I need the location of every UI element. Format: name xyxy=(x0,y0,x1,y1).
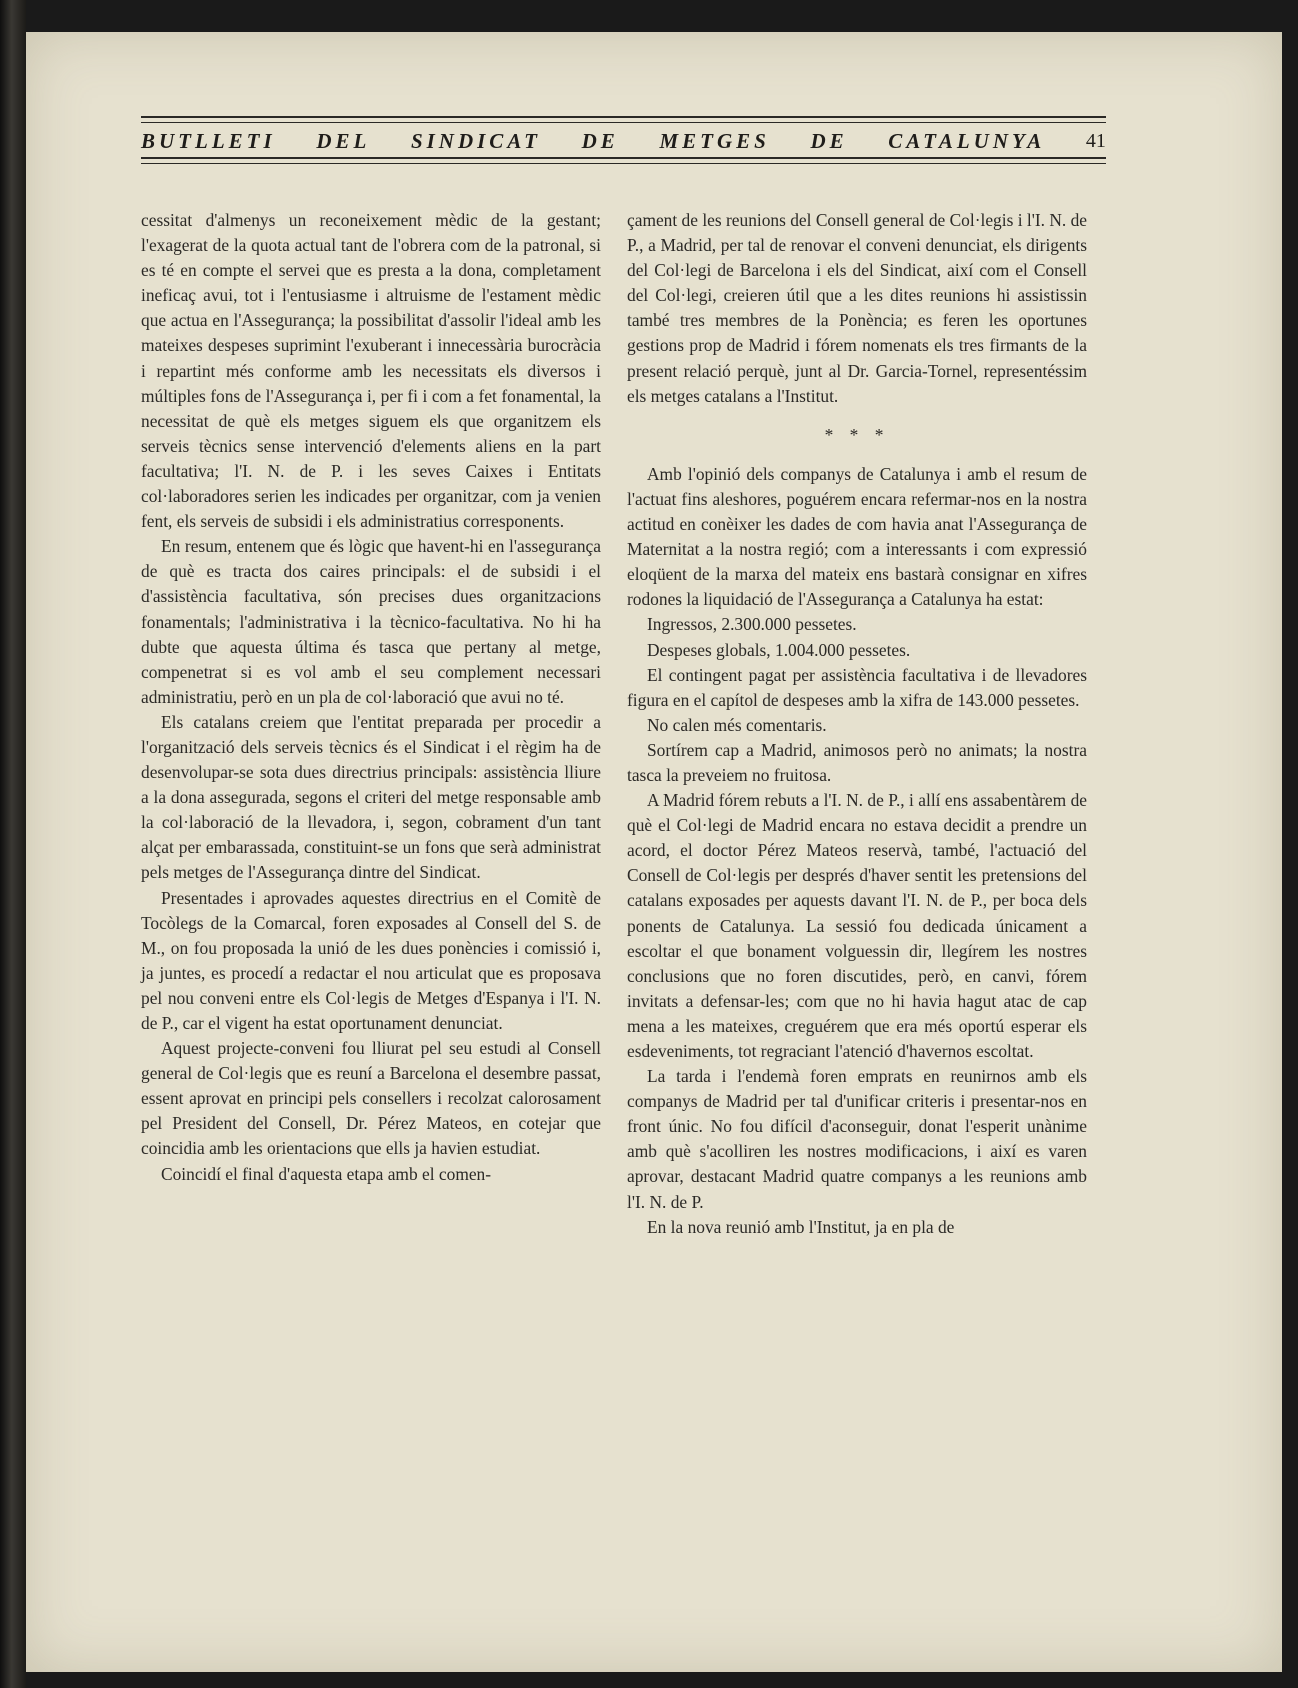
book-binding xyxy=(0,0,26,1688)
left-column xyxy=(141,208,601,1187)
paragraph: En resum, entenem que és lògic que havent-hi en l'assegurança de què es tracta dos caires principals: el de subsidi i el d'assistència facultativa, són precises dues organitzacions fonamentals; l'administrativa i la tècnico-facultativa. No hi ha dubte que aquesta última és tasca que pertany al metge, compenetrat si es vol amb el seu complement necessari administratiu, però en un pla de col·laboració que avui no té. xyxy=(141,536,601,707)
header-word: METGES xyxy=(659,128,770,153)
header-rule-bottom-thin xyxy=(141,163,1106,164)
running-header xyxy=(141,126,1106,156)
paragraph: çament de les reunions del Consell general de Col·legis i l'I. N. de P., a Madrid, per tal de renovar el conveni denunciat, els dirigents del Col·legi de Barcelona i els del Sindicat, així com el Consell del Col·legi, creieren útil que a les dites reunions hi assistissin també tres membres de la Ponència; es feren les oportunes gestions prop de Madrid i fórem nomenats els tres firmants de la present relació perquè, junt al Dr. Garcia-Tornel, representéssim els metges catalans a l'Institut. xyxy=(627,210,1087,406)
header-word: DEL xyxy=(316,128,371,153)
document-page xyxy=(26,32,1282,1672)
figure-line: Ingressos, 2.300.000 pessetes. xyxy=(647,614,857,635)
header-word: CATALUNYA xyxy=(888,128,1046,153)
paragraph: La tarda i l'endemà foren emprats en reunirnos amb els companys de Madrid per tal d'unificar criteris i presentar-nos en front únic. No fou difícil d'aconseguir, donat l'esperit unànime amb què s'acolliren les nostres modificacions, i així es varen aprovar, destacant Madrid quatre companys a les reunions amb l'I. N. de P. xyxy=(627,1066,1087,1212)
paragraph: Presentades i aprovades aquestes directrius en el Comitè de Tocòlegs de la Comarcal, foren exposades al Consell del S. de M., on fou proposada la unió de les dues ponències i comissió i, ja juntes, es procedí a redactar el nou articulat que es proposava pel nou conveni entre els Col·legis de Metges d'Espanya i l'I. N. de P., car el vigent ha estat oportunament denunciat. xyxy=(141,887,601,1033)
paragraph: Amb l'opinió dels companys de Catalunya i amb el resum de l'actuat fins aleshores, poguérem encara refermar-nos en la nostra actitud en conèixer les dades de com havia anat l'Assegurança de Maternitat a la nostra regió; com a interessants i com expressió eloqüent de la marxa del mateix ens bastarà consignar en xifres rodones la liquidació de l'Assegurança a Catalunya ha estat: xyxy=(627,463,1087,610)
paragraph: Aquest projecte-conveni fou lliurat pel seu estudi al Consell general de Col·legis que es reuní a Barcelona el desembre passat, essent aprovat en principi pels consellers i recolzat calorosament pel President del Consell, Dr. Pérez Mateos, en cotejar que coincidia amb les orientacions que ells ja havien estudiat. xyxy=(141,1038,601,1159)
paragraph: Sortírem cap a Madrid, animosos però no animats; la nostra tasca la preveiem no fruitosa. xyxy=(627,739,1087,785)
header-rule-top-thin xyxy=(141,122,1106,123)
page-number: 41 xyxy=(1085,129,1106,152)
header-word: BUTLLETI xyxy=(141,128,276,153)
figure-line: Despeses globals, 1.004.000 pessetes. xyxy=(647,639,911,660)
paragraph: Els catalans creiem que l'entitat preparada per procedir a l'organització dels serveis tècnics és el Sindicat i el règim ha de desenvolupar-se sota dues directrius principals: assistència lliure a la dona assegurada, segons el criteri del metge responsable amb la col·laboració de la llevadora, i, segon, cobrament d'un tant alçat per embarassada, constituint-se un fons que serà administrat pels metges de l'Assegurança dintre del Sindicat. xyxy=(141,711,601,883)
header-word: DE xyxy=(581,128,619,153)
paragraph: cessitat d'almenys un reconeixement mèdic de la gestant; l'exagerat de la quota actual tant de l'obrera com de la patronal, si es té en compte el servei que es presta a la dona, completament ineficaç avui, tot i l'entusiasme i altruisme de l'estament mèdic que actua en l'Assegurança; la possibilitat d'assolir l'ideal amb les mateixes despeses suprimint l'exuberant i innecessària burocràcia i repartint més conforme amb les necessitats els diversos i múltiples fons de l'Assegurança i, per fi i com a fet fonamental, la necessitat de què els metges siguem els que organitzem els serveis tècnics sense intervenció d'elements aliens en la part facultativa; l'I. N. de P. i les seves Caixes i Entitats col·laboradores serien les indicades per organitzar, com ja venien fent, els serveis de subsidi i els administratius corresponents. xyxy=(141,210,601,532)
header-word: DE xyxy=(810,128,848,153)
header-word: SINDICAT xyxy=(410,128,541,153)
paragraph: No calen més comentaris. xyxy=(647,714,827,735)
paragraph: El contingent pagat per assistència facultativa i de llevadores figura en el capítol de despeses amb la xifra de 143.000 pessetes. xyxy=(627,664,1087,710)
header-rule-bottom xyxy=(141,157,1106,159)
paragraph: A Madrid fórem rebuts a l'I. N. de P., i allí ens assabentàrem de què el Col·legi de Madrid encara no estava decidit a prendre un acord, el doctor Pérez Mateos reservà, també, l'actuació del Consell de Col·legis per després d'haver sentit les pretensions del catalans exposades per aquests davant l'I. N. de P., per boca dels ponents de Catalunya. La sessió fou dedicada únicament a escoltar el que bonament volguessin dir, llegírem les nostres conclusions que no foren discutides, però, en canvi, fórem invitats a defensar-les; com que no hi havia hagut atac de cap mena a les mateixes, creguérem que era més oportú esperar els esdeveniments, tot regraciant l'atenció d'havernos escoltat. xyxy=(627,790,1087,1061)
paragraph: Coincidí el final d'aquesta etapa amb el comen- xyxy=(161,1163,492,1184)
header-rule-top xyxy=(141,116,1106,118)
section-separator: * * * xyxy=(824,424,890,445)
paragraph: En la nova reunió amb l'Institut, ja en pla de xyxy=(647,1216,955,1237)
right-column xyxy=(627,208,1087,1240)
